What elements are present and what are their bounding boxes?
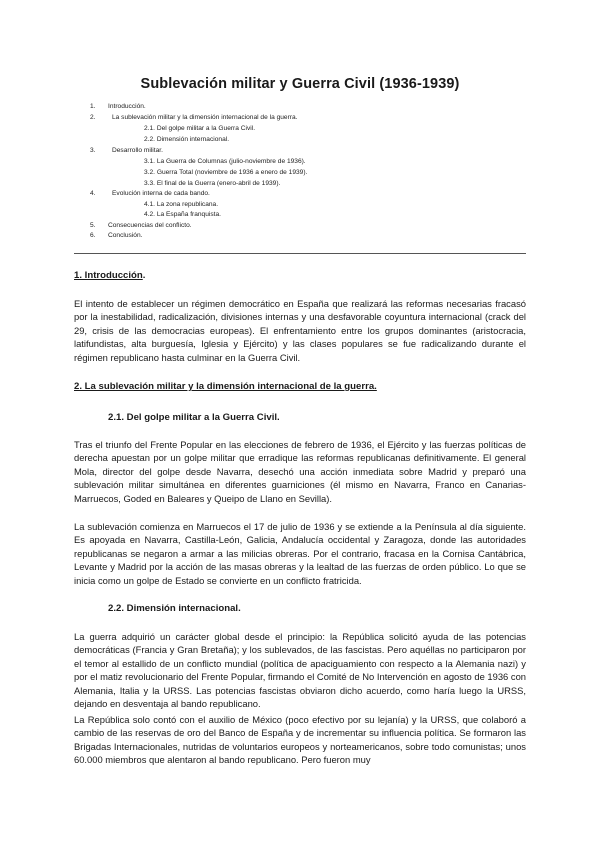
toc-number: 4. xyxy=(90,190,96,197)
toc-text: 3.3. El final de la Guerra (enero-abril de 1939). xyxy=(144,180,281,187)
toc-number: 6. xyxy=(90,232,96,239)
document-title: Sublevación militar y Guerra Civil (1936-1939) xyxy=(140,76,460,92)
toc-text: Consecuencias del conflicto. xyxy=(108,222,192,229)
toc-number: 1. xyxy=(90,103,96,110)
subsection-heading-2-1: 2.1. Del golpe militar a la Guerra Civil. xyxy=(108,412,280,423)
toc-number: 5. xyxy=(90,222,96,229)
paragraph-introduction: El intento de establecer un régimen democrático en España que realizará las reformas necesarias fracasó por la inestabilidad, radicalización, divisiones internas y una desfavorable coyuntura internacional (crack del 29, crisis de las democracias europeas). El enfrentamiento entre los grupos dominantes (aristocracia, latifundistas, alta burguesía, Iglesia y Ejército) y las clases populares se fue radicalizando durante el régimen republicano hasta culminar en la Guerra Civil. xyxy=(74,298,526,363)
toc-text: 2.1. Del golpe militar a la Guerra Civil. xyxy=(144,125,256,132)
toc-text: 3.1. La Guerra de Columnas (julio-noviembre de 1936). xyxy=(144,158,306,165)
toc-text: 4.1. La zona republicana. xyxy=(144,201,219,208)
toc-text: 3.2. Guerra Total (noviembre de 1936 a enero de 1939). xyxy=(144,169,308,176)
toc-text: Introducción. xyxy=(108,103,146,110)
section-heading-text: 1. Introducción xyxy=(74,270,143,281)
toc-number: 3. xyxy=(90,147,96,154)
section-heading-2: 2. La sublevación militar y la dimensión internacional de la guerra. xyxy=(74,381,377,392)
paragraph-2-2-b: La República solo contó con el auxilio de México (poco efectivo por su lejanía) y la URSS, que colaboró a cambio de las reservas de oro del Banco de España y de incrementar su influencia política. Se formaron las Brigadas Internacionales, nutridas de voluntarios europeos y norteamericanos, sobre todo comunistas; unos 60.000 miembros que alentaron al bando republicano. Pero fueron muy xyxy=(74,714,526,766)
paragraph-2-2-a: La guerra adquirió un carácter global desde el principio: la República solicitó ayuda de las potencias democráticas (Francia y Gran Bretaña); y los sublevados, de las fascistas. Pero aquéllas no participaron por el temor al estallido de un conflicto mundial (política de apaciguamiento con respecto a la Alemania nazi) y por el matiz revolucionario del Frente Popular, firmando el Comité de No Intervención en agosto de 1936 con Alemania, Italia y la URSS. Las potencias fascistas obviaron dicho acuerdo, como haría luego la URSS, dejando en desventaja al bando republicano. xyxy=(74,631,526,710)
subsection-heading-2-2: 2.2. Dimensión internacional. xyxy=(108,603,241,614)
section-heading-period: . xyxy=(142,270,146,281)
toc-number: 2. xyxy=(90,114,96,121)
paragraph-2-1-a: Tras el triunfo del Frente Popular en las elecciones de febrero de 1936, el Ejército y las fuerzas políticas de derecha apuestan por un golpe militar que erradique las reformas republicanas definitivamente. El general Mola, director del golpe desde Navarra, desechó una acción inmediata sobre Madrid y preparó una sublevación militar simultánea en diferentes guarniciones (él mismo en Navarra, Franco en Canarias- Marruecos, Goded en Baleares y Queipo de Llano en Sevilla). xyxy=(74,439,526,504)
paragraph-2-1-b: La sublevación comienza en Marruecos el 17 de julio de 1936 y se extiende a la Península al día siguiente. Es apoyada en Navarra, Castilla-León, Galicia, Andalucía occidental y Zaragoza, donde las autoridades republicanas se negaron a armar a las milicias obreras. Por el contrario, fracasa en la Cornisa Cantábrica, Levante y Madrid por la acción de las masas obreras y la lealtad de las fuerzas de orden público. Lo que se inicia como un golpe de Estado se convierte en un conflicto fratricida. xyxy=(74,521,526,586)
toc-text: Desarrollo militar. xyxy=(112,147,163,154)
toc-text: 4.2. La España franquista. xyxy=(144,211,221,218)
toc-text: 2.2. Dimensión internacional. xyxy=(144,136,230,143)
divider xyxy=(74,253,526,254)
toc-text: Evolución interna de cada bando. xyxy=(112,190,210,197)
toc-text: La sublevación militar y la dimensión internacional de la guerra. xyxy=(112,114,298,121)
section-heading-introduction xyxy=(74,270,145,281)
toc-text: Conclusión. xyxy=(108,232,143,239)
